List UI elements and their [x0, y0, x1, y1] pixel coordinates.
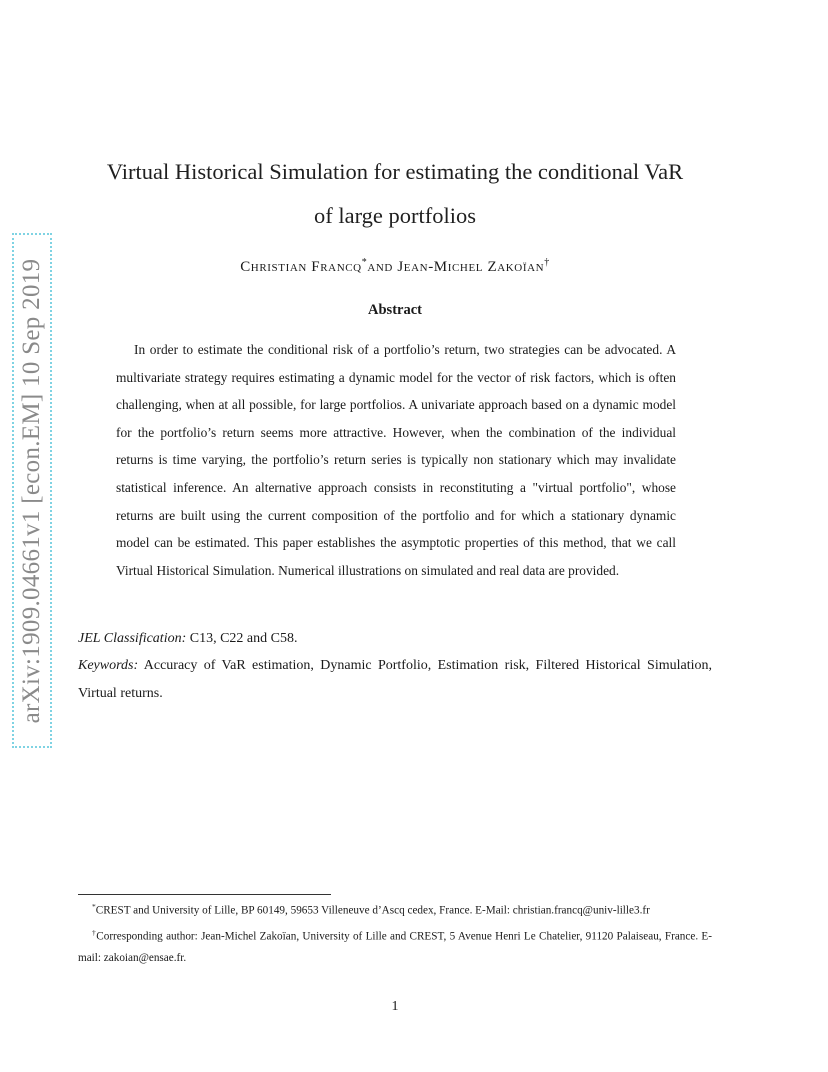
footnotes [78, 896, 712, 969]
footnote-1-text: CREST and University of Lille, BP 60149, 59653 Villeneuve d’Ascq cedex, France. E-Mail: christian.francq@univ-lille3.fr [95, 904, 650, 917]
keywords-value: Accuracy of VaR estimation, Dynamic Portfolio, Estimation risk, Filtered Historical Simulation, Virtual returns. [78, 658, 712, 701]
page-number: 1 [391, 999, 399, 1014]
abstract-body: In order to estimate the conditional risk of a portfolio’s return, two strategies can be advocated. A multivariate strategy requires estimating a dynamic model for the vector of risk factors, which is often challenging, when at all possible, for large portfolios. A univariate approach based on a dynamic model for the portfolio’s return seems more attractive. However, when the combination of the individual returns is time varying, the portfolio’s return series is typically non stationary which may invalidate statistical inference. An alternative approach consists in reconstituting a "virtual portfolio", whose returns are built using the current composition of the portfolio and for which a stationary dynamic model can be estimated. This paper establishes the asymptotic properties of this method, that we call Virtual Historical Simulation. Numerical illustrations on simulated and real data are provided. [116, 342, 676, 578]
keywords-label: Keywords: [78, 658, 139, 673]
keywords [78, 652, 712, 708]
jel-classification [78, 625, 712, 653]
author-1-name: Christian Francq [240, 259, 362, 275]
footnote-divider [78, 894, 331, 895]
author-list [78, 257, 712, 276]
footnote-1 [78, 896, 712, 922]
footnote-2-mark: † [92, 927, 97, 937]
paper-title-line-1: Virtual Historical Simulation for estimating the conditional VaR [106, 159, 684, 184]
author-2-name: Jean-Michel Zakoïan [397, 259, 545, 275]
footnote-2-text: Corresponding author: Jean-Michel Zakoïan, University of Lille and CREST, 5 Avenue Henri Le Chatelier, 91120 Palaiseau, France. E-mail: zakoian@ensae.fr. [78, 930, 712, 965]
paper-title [78, 150, 712, 238]
jel-label: JEL Classification: [78, 631, 187, 646]
author-2-footnote-mark: † [544, 257, 550, 268]
abstract-heading: Abstract [368, 302, 422, 318]
footnote-2 [78, 922, 712, 970]
jel-value: C13, C22 and C58. [189, 631, 298, 646]
author-connector: and [367, 259, 393, 275]
author-1-footnote-mark: * [361, 257, 368, 268]
arxiv-identifier-text: arXiv:1909.04661v1 [econ.EM] 10 Sep 2019 [18, 258, 45, 723]
arxiv-identifier-stamp [12, 233, 52, 748]
footnote-1-mark: * [92, 902, 96, 911]
paper-title-line-2: of large portfolios [313, 203, 477, 228]
